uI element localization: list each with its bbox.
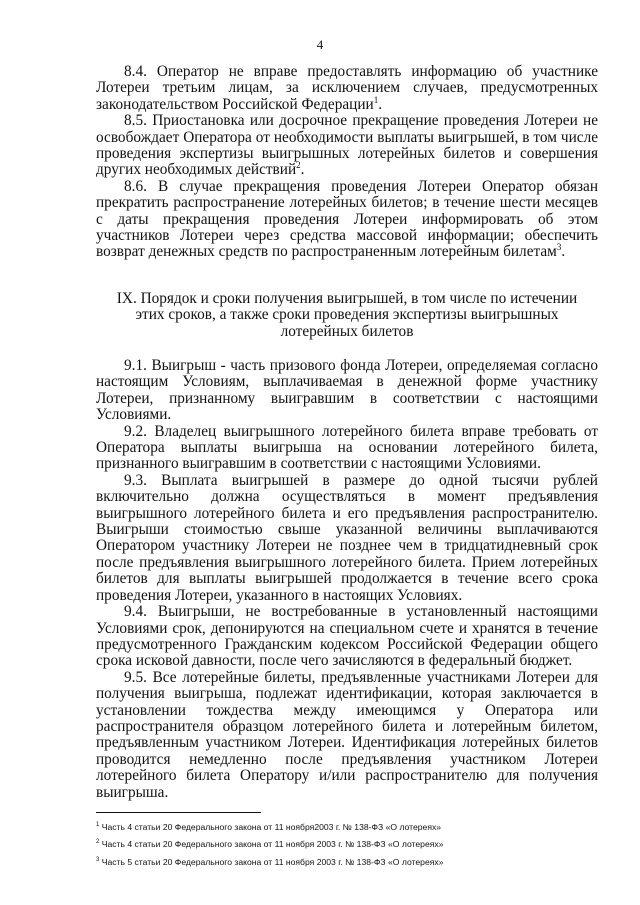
paragraph-9-3: 9.3. Выплата выигрышей в размере до одной тысячи рублей включительно должна осуществляться в момент предъявления выигрышного лотерейного билета и его предъявления распространителю. Выигрыши стоимостью свыше указанной величины выплачиваются Оператором участнику Лотереи не позднее чем в тридцатидневный срок после предъявления выигрышного лотерейного билета. Прием лотерейных билетов для выплаты выигрышей продолжается в течение всего срока проведения Лотереи, указанного в настоящих Условиях. — [96, 471, 598, 604]
paragraph-8-5: 8.5. Приостановка или досрочное прекращение проведения Лотереи не освобождает Оператора от необходимости выплаты выигрышей, в том числе проведения экспертизы выигрышных лотерейных билетов и совершения других необходимых действий$^2$. — [96, 112, 598, 179]
page-number: 4 — [316, 37, 324, 52]
footnote-3: $^3$ Часть 5 статьи 20 Федерального закона от 11 ноября 2003 г. № 138-ФЗ «О лотереях» — [96, 856, 444, 867]
footnote-ref: 3 — [556, 242, 562, 253]
paragraph-8-4: 8.4. Оператор не вправе предоставлять информацию об участнике Лотереи третьим лицам, за исключением случаев, предусмотренных законодательством Российской Федерации$^1$. — [96, 63, 598, 113]
footnote-1: $^1$ Часть 4 статьи 20 Федерального закона от 11 ноября2003 г. № 138-ФЗ «О лотереях» — [96, 821, 442, 832]
paragraph-9-1: 9.1. Выигрыш - часть призового фонда Лотереи, определяемая согласно настоящим Условиям, выплачиваемая в денежной форме участнику Лотереи, признанному выигравшим в соответствии с настоящими Условиями. — [96, 357, 598, 424]
section-8-block — [96, 64, 598, 261]
paragraph-8-6: 8.6. В случае прекращения проведения Лотереи Оператор обязан прекратить распространение лотерейных билетов; в течение шести месяцев с даты прекращения проведения Лотереи информировать об этом участников Лотереи через средства массовой информации; обеспечить возврат денежных средств по распространенным лотерейным билетам$^3$. — [96, 177, 598, 261]
section-heading: IX. Порядок и сроки получения выигрышей, в том числе по истечении этих сроков, а также сроки проведения экспертизы выигрышных лотерейных билетов — [116, 290, 578, 340]
footnote-ref: 1 — [373, 94, 379, 105]
paragraph-9-2: 9.2. Владелец выигрышного лотерейного билета вправе требовать от Оператора выплаты выигрыша на основании лотерейного билета, признанного выигравшим в соответствии с настоящими Условиями. — [96, 422, 598, 473]
footnote-ref: 2 — [296, 160, 301, 171]
footnote-2: $^2$ Часть 4 статьи 20 Федерального закона от 11 ноября 2003 г. № 138-ФЗ «О лотереях» — [96, 839, 444, 850]
paragraph-9-5: 9.5. Все лотерейные билеты, предъявленные участниками Лотереи для получения выигрыша, подлежат идентификации, которая заключается в установлении тождества между имеющимся у Оператора или распространителя образцом лотерейного билета и лотерейным билетом, предъявленным участником Лотереи. Идентификация лотерейных билетов проводится немедленно после предъявления участником Лотереи лотерейного билета Оператору и/или распространителю для получения выигрыша. — [96, 668, 598, 801]
footnote-divider — [96, 812, 261, 813]
footnotes — [96, 818, 616, 870]
section-9-block — [96, 358, 598, 801]
paragraph-9-4: 9.4. Выигрыши, не востребованные в установленный настоящими Условиями срок, депонируются на специальном счете и хранятся в течение предусмотренного Гражданским кодексом Российской Федерации общего срока исковой давности, после чего зачисляются в федеральный бюджет. — [96, 603, 598, 670]
section-9-heading-block — [96, 291, 598, 340]
